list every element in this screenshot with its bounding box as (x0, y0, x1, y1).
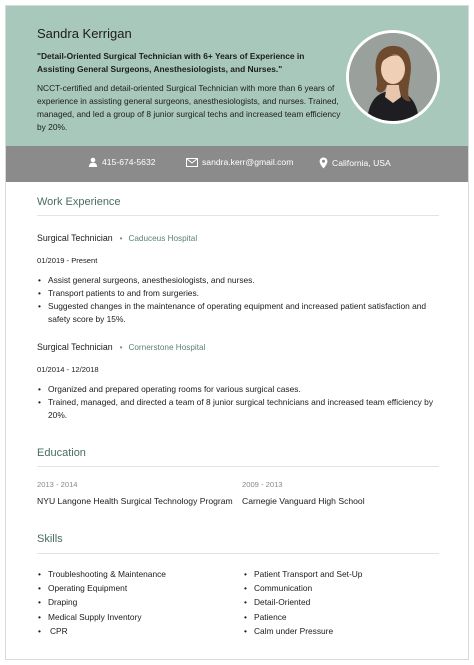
resume-page (5, 5, 469, 660)
job-2-company: Cornerstone Hospital (128, 343, 206, 352)
skill-item: • Draping (37, 595, 237, 609)
skill-item: • Detail-Oriented (243, 595, 443, 609)
list-item: • Suggested changes in the maintenance of operating equipment and increased patient satisfaction and safety score by 15%. (37, 300, 447, 326)
resume-headline: "Detail-Oriented Surgical Technician with 6+ Years of Experience in Assisting General Surgeons, Anesthesiologists, and Nurses." (37, 51, 305, 74)
education-2-school: Carnegie Vanguard High School (242, 496, 365, 506)
candidate-name: Sandra Kerrigan (37, 26, 132, 41)
contact-phone (88, 157, 156, 167)
person-portrait-icon (349, 33, 437, 121)
education-2-dates: 2009 - 2013 (242, 480, 283, 489)
phone-number: 415-674-5632 (102, 157, 156, 167)
location-pin-icon (319, 157, 328, 169)
person-icon (88, 157, 98, 167)
contact-email (186, 157, 293, 167)
job-1-header (37, 233, 197, 243)
job-1-dates: 01/2019 - Present (37, 256, 98, 265)
contact-bar (6, 146, 469, 182)
job-2-header (37, 342, 205, 352)
contact-location (319, 157, 391, 169)
education-1-school: NYU Langone Health Surgical Technology Program (37, 496, 233, 506)
skill-item: • Patience (243, 610, 443, 624)
section-divider (37, 466, 439, 467)
job-2-dates: 01/2014 - 12/2018 (37, 365, 99, 374)
skill-item: • CPR (37, 624, 237, 638)
job-1-bullets (37, 274, 447, 326)
work-experience-title: Work Experience (37, 196, 121, 208)
location-text: California, USA (332, 158, 391, 168)
section-divider (37, 215, 439, 216)
skills-list-left (37, 567, 237, 638)
envelope-icon (186, 158, 198, 167)
skill-item: • Communication (243, 581, 443, 595)
resume-header (6, 6, 469, 146)
skill-item: • Operating Equipment (37, 581, 237, 595)
job-2-bullets (37, 383, 447, 422)
list-item: • Assist general surgeons, anesthesiologists, and nurses. (37, 274, 447, 287)
education-title: Education (37, 447, 86, 459)
skill-item: • Calm under Pressure (243, 624, 443, 638)
skills-list-right (243, 567, 443, 638)
education-1-dates: 2013 - 2014 (37, 480, 78, 489)
job-1-title: Surgical Technician (37, 233, 113, 243)
list-item: • Trained, managed, and directed a team of 8 junior surgical technicians and increased team efficiency by 20%. (37, 396, 447, 422)
section-divider (37, 553, 439, 554)
skill-item: • Medical Supply Inventory (37, 610, 237, 624)
skill-item: • Troubleshooting & Maintenance (37, 567, 237, 581)
job-2-title: Surgical Technician (37, 342, 113, 352)
skill-item: • Patient Transport and Set-Up (243, 567, 443, 581)
skills-title: Skills (37, 533, 63, 545)
resume-summary: NCCT-certified and detail-oriented Surgical Technician with more than 6 years of experience in assisting general surgeons, anesthesiologists, and nurses. Trained, managed, and led a group of 8 junior surgical techs and increased team efficiency by 20%. (37, 83, 341, 132)
email-address: sandra.kerr@gmail.com (202, 157, 294, 167)
separator-dot: • (119, 343, 123, 352)
job-1-company: Caduceus Hospital (128, 234, 198, 243)
profile-photo (346, 30, 440, 124)
list-item: • Organized and prepared operating rooms for various surgical cases. (37, 383, 447, 396)
list-item: • Transport patients to and from surgeries. (37, 287, 447, 300)
separator-dot: • (119, 234, 123, 243)
